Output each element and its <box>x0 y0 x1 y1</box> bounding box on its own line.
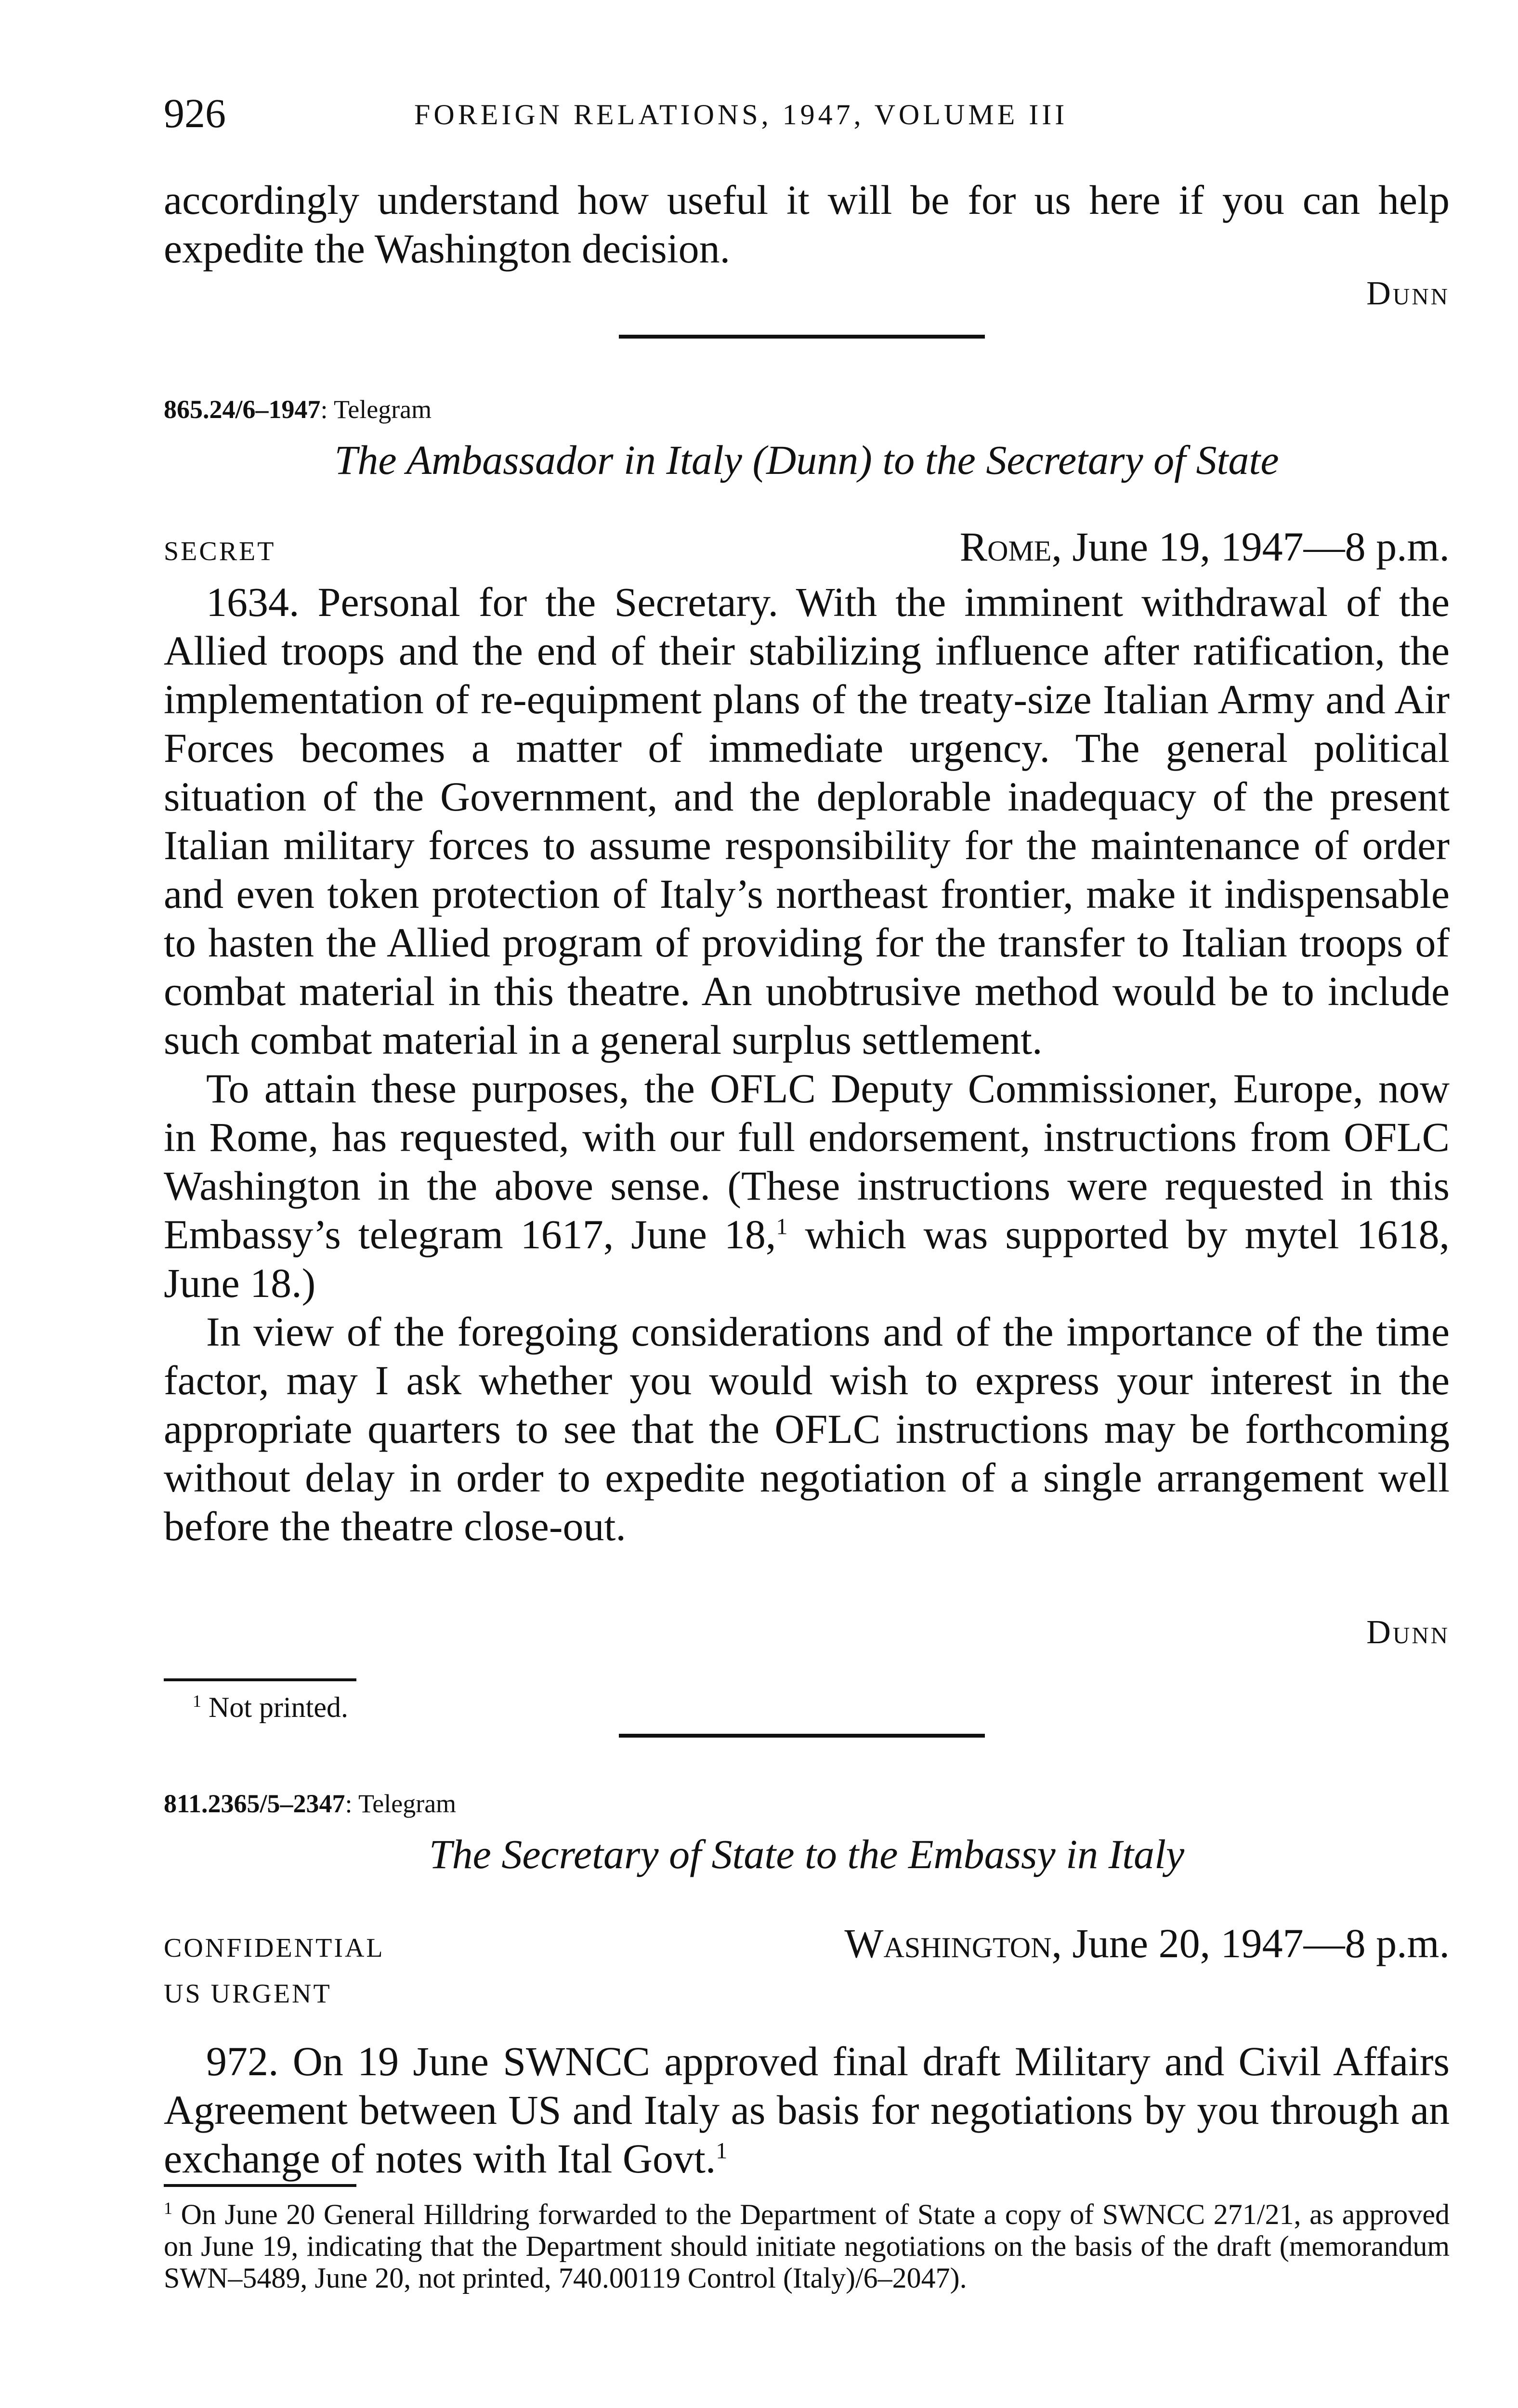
body-paragraph: 1634. Personal for the Secretary. With the imminent withdrawal of the Allied troops and the end of their stabilizing influence after ratification, the implementation of re-equipment plans of the treaty-size Italian Army and Air Forces becomes a matter of immediate urgency. The general political situation of the Government, and the deplorable inadequacy of the present Italian military forces to assume responsibility for the maintenance of order and even token protection of Italy’s northeast frontier, make it indispensable to hasten the Allied program of providing for the transfer to Italian troops of combat material in this theatre. An unobtrusive method would be to include such combat material in a general surplus settlement. <box>164 579 1450 1063</box>
file-reference <box>164 1787 456 1820</box>
dateline-place: Washington, <box>844 1920 1062 1966</box>
classification-label: CONFIDENTIAL <box>164 1933 385 1963</box>
body-paragraph-text: 972. On 19 June SWNCC approved final draft Military and Civil Affairs Agreement between US and Italy as basis for negotiations by you through an exchange of notes with Ital Govt. <box>164 2038 1450 2182</box>
section-divider <box>619 1734 985 1738</box>
signature-dunn-top: Dunn <box>1366 275 1450 312</box>
telegram-body <box>164 2037 1450 2183</box>
signature-dunn: Dunn <box>1366 1614 1450 1651</box>
footnote-reference: 1 <box>776 1214 788 1240</box>
page-header <box>164 87 1450 140</box>
document-title: The Ambassador in Italy (Dunn) to the Secretary of State <box>334 437 1279 483</box>
dateline-date: June 19, 1947—8 p.m. <box>1072 523 1450 570</box>
section-divider <box>619 335 985 339</box>
footnote-divider <box>164 1678 356 1681</box>
footnote-reference: 1 <box>716 2138 728 2164</box>
body-paragraph <box>164 2037 1450 2183</box>
continuation-paragraph: accordingly understand how useful it will be for us here if you can help expedite the Washington decision. <box>164 177 1450 272</box>
footnote-divider <box>164 2184 356 2187</box>
file-reference-type: : Telegram <box>345 1789 457 1818</box>
telegram-body <box>164 578 1450 1551</box>
classification-label: SECRET <box>164 537 276 566</box>
dateline-place: Rome, <box>959 523 1062 570</box>
footnote-text: On June 20 General Hilldring forwarded to the Department of State a copy of SWNCC 271/21, as approved on June 19, indicating that the Department should initiate negotiations on the basis of the draft (memorandum SWN–5489, June 20, not printed, 740.00119 Control (Italy)/6–2047). <box>164 2199 1450 2294</box>
file-reference-type: : Telegram <box>320 395 432 424</box>
precedence-label: US URGENT <box>164 1979 332 2009</box>
page-number: 926 <box>164 90 226 136</box>
running-title: FOREIGN RELATIONS, 1947, VOLUME III <box>414 99 1068 131</box>
dateline <box>844 1919 1450 1968</box>
dateline-date: June 20, 1947—8 p.m. <box>1072 1920 1450 1966</box>
footnote-text: Not printed. <box>209 1691 348 1723</box>
body-paragraph: In view of the foregoing considerations and of the importance of the time factor, may I ask whether you would wish to express your interest in the appropriate quarters to see that the OFLC instructions may be forthcoming without delay in order to expedite negotiation of a single arrangement well before the theatre close-out. <box>164 1309 1450 1549</box>
footnote-mark: 1 <box>164 2199 172 2218</box>
body-paragraph-text: which was supported by mytel 1618, June 18.) <box>164 1211 1450 1306</box>
body-paragraph <box>164 1064 1450 1308</box>
file-reference-number: 865.24/6–1947 <box>164 395 321 424</box>
document-title: The Secretary of State to the Embassy in Italy <box>429 1831 1185 1877</box>
file-reference-number: 811.2365/5–2347 <box>164 1789 345 1818</box>
continuation-text <box>164 176 1450 273</box>
footnote <box>193 1691 1445 1723</box>
file-reference <box>164 393 432 426</box>
dateline <box>960 523 1450 571</box>
body-paragraph-text: To attain these purposes, the OFLC Deputy Commissioner, Europe, now in Rome, has requested, with our full endorsement, instructions from OFLC Washington in the above sense. (These instructions were requested in this Embassy’s telegram 1617, June 18, <box>164 1065 1450 1257</box>
footnote-mark: 1 <box>193 1691 201 1711</box>
footnote <box>164 2199 1450 2294</box>
